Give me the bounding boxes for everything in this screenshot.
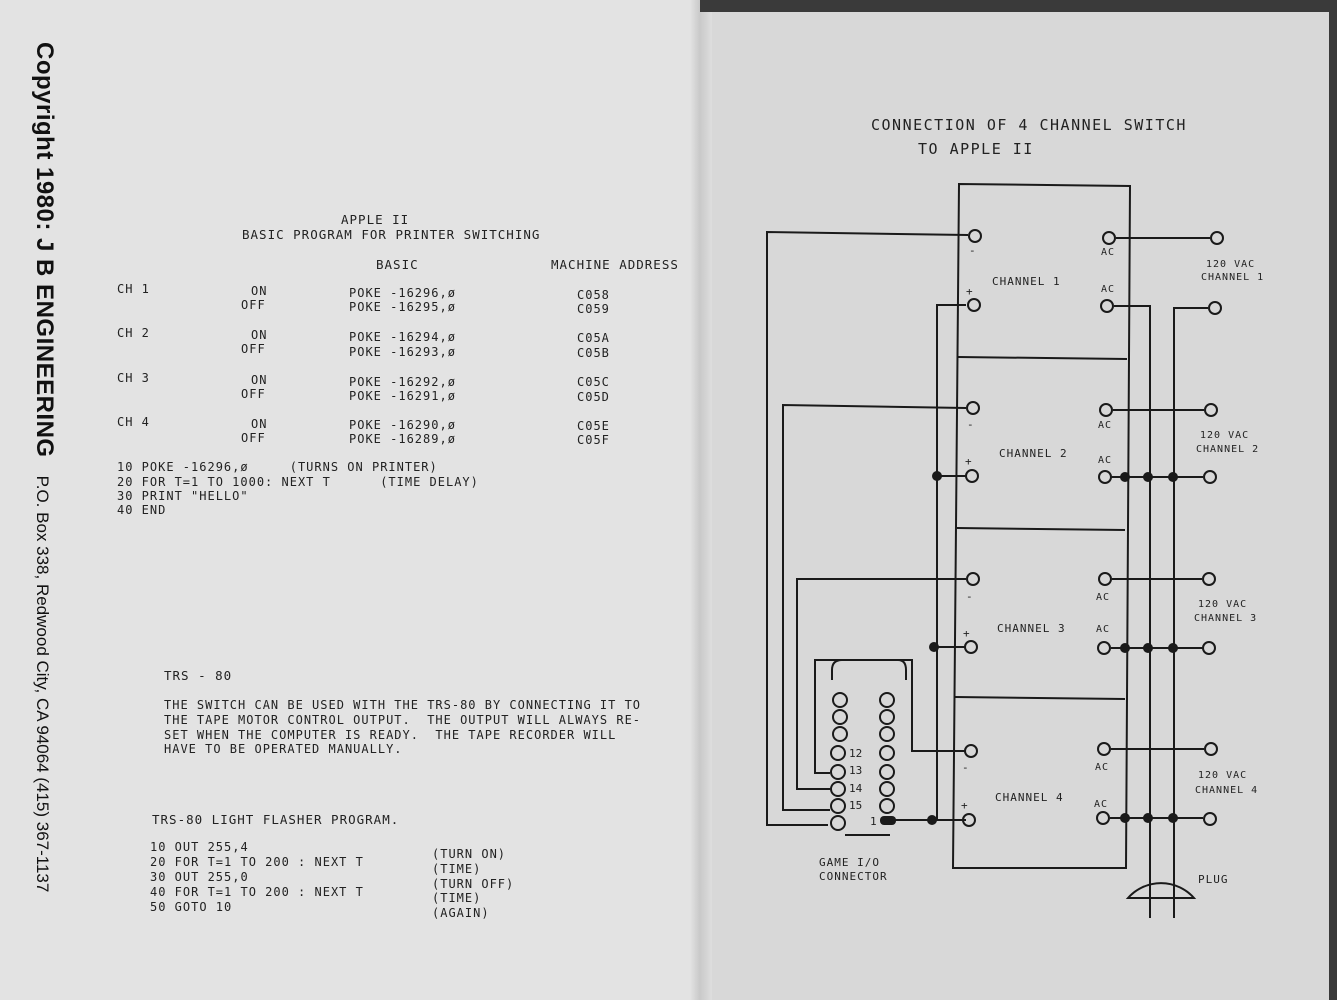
pin-number: 13 — [849, 764, 863, 777]
pin-number: 12 — [849, 747, 863, 760]
ac-label: AC — [1101, 284, 1116, 295]
flasher-code: 20 FOR T=1 TO 200 : NEXT T — [150, 855, 364, 869]
on-label: ON — [251, 417, 268, 431]
ac-label: AC — [1096, 592, 1111, 603]
flasher-comment: (TURN ON) — [432, 847, 507, 861]
channel-box-label: CHANNEL 1 — [992, 275, 1061, 288]
channel-label: CH 3 — [117, 371, 150, 385]
plug-label: PLUG — [1198, 873, 1229, 886]
addr-off: C05B — [577, 346, 610, 360]
diagram-subtitle: TO APPLE II — [918, 140, 1034, 158]
channel-divider — [955, 697, 1125, 699]
ac-label: AC — [1095, 762, 1110, 773]
connector-label-2: CONNECTOR — [819, 870, 888, 883]
poke-on: POKE -16294,ø — [349, 330, 456, 344]
poke-on: POKE -16296,ø — [349, 286, 456, 300]
addr-on: C05E — [577, 419, 610, 433]
minus-label: - — [962, 761, 970, 774]
flasher-code: 30 OUT 255,0 — [150, 870, 249, 884]
poke-off: POKE -16295,ø — [349, 300, 456, 314]
flasher-title: TRS-80 LIGHT FLASHER PROGRAM. — [152, 812, 400, 827]
paragraph-line: THE TAPE MOTOR CONTROL OUTPUT. THE OUTPUT WILL ALWAYS RE- — [164, 713, 642, 727]
vac-channel-label: CHANNEL 4 — [1195, 785, 1259, 796]
ac-label: AC — [1098, 455, 1113, 466]
channel-box-label: CHANNEL 3 — [997, 622, 1066, 635]
pin-number: 1 — [870, 815, 877, 828]
addr-off: C05F — [577, 433, 610, 447]
off-label: OFF — [241, 342, 266, 356]
flasher-comment: (TIME) — [432, 862, 482, 876]
on-label: ON — [251, 328, 268, 342]
channel-divider — [957, 528, 1125, 530]
pin-number: 15 — [849, 799, 863, 812]
minus-label: - — [966, 590, 974, 603]
paragraph-line: SET WHEN THE COMPUTER IS READY. THE TAPE RECORDER WILL — [164, 728, 617, 742]
minus-label: - — [969, 244, 977, 257]
plus-label: + — [963, 627, 971, 640]
channel-box-label: CHANNEL 4 — [995, 791, 1064, 804]
poke-off: POKE -16289,ø — [349, 432, 456, 446]
diagram-title: CONNECTION OF 4 CHANNEL SWITCH — [871, 116, 1187, 134]
plug-shape — [1128, 883, 1194, 898]
flasher-comment: (AGAIN) — [432, 906, 490, 920]
addr-on: C05A — [577, 331, 610, 345]
pin-number: 14 — [849, 782, 863, 795]
on-label: ON — [251, 373, 268, 387]
poke-off: POKE -16291,ø — [349, 389, 456, 403]
program-line: 20 FOR T=1 TO 1000: NEXT T (TIME DELAY) — [117, 475, 479, 489]
ac-label: AC — [1096, 624, 1111, 635]
minus-label: - — [967, 418, 975, 431]
ac-label: AC — [1101, 247, 1116, 258]
addr-on: C058 — [577, 288, 610, 302]
apple-subtitle: BASIC PROGRAM FOR PRINTER SWITCHING — [242, 227, 541, 242]
paragraph-line: THE SWITCH CAN BE USED WITH THE TRS-80 BY CONNECTING IT TO — [164, 698, 642, 712]
addr-off: C05D — [577, 390, 610, 404]
address-text: P.O. Box 338, Redwood City, CA 94064 (415) 367-1137 — [33, 475, 52, 893]
game-connector-outline — [832, 660, 906, 680]
poke-off: POKE -16293,ø — [349, 345, 456, 359]
channel-label: CH 1 — [117, 282, 150, 296]
channel-divider — [958, 357, 1127, 359]
addr-on: C05C — [577, 375, 610, 389]
connector-label-1: GAME I/O — [819, 856, 880, 869]
vac-label: 120 VAC — [1206, 259, 1256, 270]
paragraph-line: HAVE TO BE OPERATED MANUALLY. — [164, 742, 403, 756]
flasher-code: 50 GOTO 10 — [150, 900, 233, 914]
program-line: 30 PRINT "HELLO" — [117, 489, 249, 503]
poke-on: POKE -16290,ø — [349, 418, 456, 432]
copyright-text: Copyright 1980: J B ENGINEERING — [31, 42, 58, 458]
off-label: OFF — [241, 387, 266, 401]
ac-label: AC — [1098, 420, 1113, 431]
program-line: 40 END — [117, 503, 167, 517]
plus-label: + — [965, 455, 973, 468]
channel-label: CH 4 — [117, 415, 150, 429]
flasher-code: 40 FOR T=1 TO 200 : NEXT T — [150, 885, 364, 899]
apple-title: APPLE II — [341, 212, 410, 227]
addr-off: C059 — [577, 302, 610, 316]
channel-label: CH 2 — [117, 326, 150, 340]
channel-box-label: CHANNEL 2 — [999, 447, 1068, 460]
plus-label: + — [966, 285, 974, 298]
col-basic-header: BASIC — [376, 257, 419, 272]
on-label: ON — [251, 284, 268, 298]
vac-label: 120 VAC — [1198, 599, 1248, 610]
off-label: OFF — [241, 431, 266, 445]
flasher-comment: (TURN OFF) — [432, 877, 515, 891]
program-line: 10 POKE -16296,ø (TURNS ON PRINTER) — [117, 460, 438, 474]
ac-label: AC — [1094, 799, 1109, 810]
vac-label: 120 VAC — [1198, 770, 1248, 781]
col-machine-header: MACHINE ADDRESS — [551, 257, 679, 272]
flasher-comment: (TIME) — [432, 891, 482, 905]
vac-channel-label: CHANNEL 2 — [1196, 444, 1260, 455]
trs-title: TRS - 80 — [164, 668, 233, 683]
plus-label: + — [961, 799, 969, 812]
vac-label: 120 VAC — [1200, 430, 1250, 441]
flasher-code: 10 OUT 255,4 — [150, 840, 249, 854]
poke-on: POKE -16292,ø — [349, 375, 456, 389]
vac-channel-label: CHANNEL 3 — [1194, 613, 1258, 624]
vac-channel-label: CHANNEL 1 — [1201, 272, 1265, 283]
off-label: OFF — [241, 298, 266, 312]
